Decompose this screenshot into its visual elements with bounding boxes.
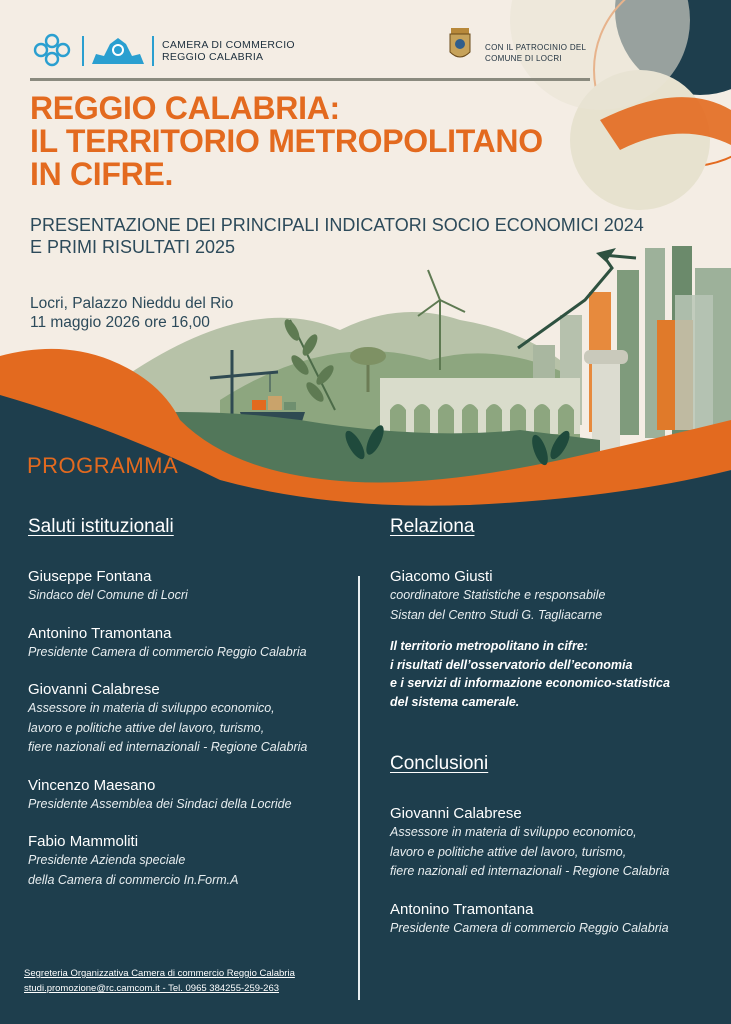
- tree-canopy: [350, 347, 386, 365]
- program-heading: PROGRAMMA: [27, 453, 179, 478]
- footer-secretariat: Segreteria Organizzativa Camera di commercio Reggio Calabria: [24, 968, 295, 979]
- subtitle: [30, 214, 690, 258]
- locri-coat-of-arms-icon: [448, 28, 472, 64]
- column-capital: [584, 350, 628, 364]
- camera-name-line1: CAMERA DI COMMERCIO: [162, 39, 295, 51]
- speaker-name: Vincenzo Maesano: [28, 776, 156, 794]
- speaker-name: Giovanni Calabrese: [390, 805, 522, 822]
- speaker-name: Giacomo Giusti: [390, 568, 493, 585]
- title-line3: IN CIFRE.: [30, 156, 174, 192]
- speaker-item: [28, 624, 358, 663]
- speaker-name: Fabio Mammoliti: [28, 833, 139, 850]
- wind-turbine-blade: [440, 300, 465, 312]
- title-line2: IL TERRITORIO METROPOLITANO: [30, 123, 543, 159]
- relaziona-column: [390, 516, 720, 956]
- speaker-role: Presidente Assemblea dei Sindaci della Locride: [28, 796, 292, 811]
- speaker-name: Giovanni Calabrese: [28, 681, 160, 698]
- speaker-item: [390, 567, 720, 711]
- header-rule: [30, 78, 590, 81]
- talk-title-line: del sistema camerale.: [390, 694, 520, 709]
- camera-name-line2: REGGIO CALABRIA: [162, 51, 264, 63]
- speaker-role: Sindaco del Comune di Locri: [28, 588, 188, 602]
- speaker-name: Antonino Tramontana: [28, 624, 172, 642]
- header-separator: [82, 36, 84, 66]
- talk-title-line: Il territorio metropolitano in cifre:: [390, 639, 588, 653]
- speaker-role: della Camera di commercio In.Form.A: [28, 872, 239, 887]
- speaker-role: Presidente Camera di commercio Reggio Calabria: [390, 920, 669, 935]
- speaker-role: coordinatore Statistiche e responsabile: [390, 588, 606, 602]
- footer-contact: [24, 966, 295, 996]
- speaker-item: [28, 832, 358, 890]
- speaker-role: Assessore in materia di sviluppo economico,: [28, 701, 275, 715]
- speaker-role: lavoro e politiche attive del lavoro, turismo,: [390, 844, 627, 859]
- patrocinio-text: [485, 42, 595, 64]
- event-datetime: 11 maggio 2026 ore 16,00: [30, 314, 210, 331]
- event-place: Locri, Palazzo Nieddu del Rio: [30, 295, 234, 312]
- talk-title-line: i risultati dell’osservatorio dell’economia: [390, 657, 633, 672]
- speaker-role: fiere nazionali ed internazionali - Regione Calabria: [390, 864, 670, 878]
- conclusioni-heading: Conclusioni: [390, 753, 489, 774]
- cargo-container: [284, 402, 296, 410]
- speaker-role: lavoro e politiche attive del lavoro, turismo,: [28, 720, 265, 735]
- saluti-heading: Saluti istituzionali: [28, 516, 174, 537]
- saluti-column: [28, 516, 358, 908]
- speaker-name: Antonino Tramontana: [390, 900, 534, 918]
- camera-name: [162, 39, 322, 63]
- crest-logo-icon: [88, 34, 148, 68]
- title-line1: REGGIO CALABRIA:: [30, 90, 340, 126]
- cargo-container: [268, 396, 282, 410]
- wind-turbine-blade: [428, 270, 440, 300]
- patrocinio-line2: COMUNE DI LOCRI: [485, 54, 562, 63]
- speaker-item: [390, 804, 720, 882]
- header-separator: [152, 36, 154, 66]
- subtitle-line1: PRESENTAZIONE DEI PRINCIPALI INDICATORI SOCIO ECONOMICI 2024: [30, 215, 644, 235]
- speaker-role: Presidente Camera di commercio Reggio Calabria: [28, 644, 307, 659]
- speaker-item: [28, 776, 358, 815]
- speaker-name: Giuseppe Fontana: [28, 568, 152, 585]
- speaker-role: Presidente Azienda speciale: [28, 853, 186, 867]
- talk-title: [390, 637, 720, 711]
- talk-title-line: e i servizi di informazione economico-statistica: [390, 676, 670, 690]
- footer-contact-line[interactable]: studi.promozione@rc.camcom.it - Tel. 0965 384255-259-263: [24, 983, 280, 994]
- subtitle-line2: E PRIMI RISULTATI 2025: [30, 237, 236, 257]
- cargo-container: [252, 400, 266, 410]
- column-divider: [358, 576, 360, 1000]
- camera-logo-icon: [30, 30, 74, 70]
- speaker-item: [28, 680, 358, 758]
- speaker-role: Sistan del Centro Studi G. Tagliacarne: [390, 607, 603, 622]
- relaziona-heading: Relaziona: [390, 516, 475, 537]
- speaker-role: Assessore in materia di sviluppo economico,: [390, 825, 637, 839]
- speaker-item: [28, 567, 358, 606]
- speaker-item: [390, 900, 720, 939]
- patrocinio-line1: CON IL PATROCINIO DEL: [485, 43, 587, 52]
- glass-tower: [675, 295, 713, 430]
- main-title: [30, 92, 630, 191]
- speaker-role: fiere nazionali ed internazionali - Regione Calabria: [28, 740, 308, 754]
- event-details: [30, 294, 330, 332]
